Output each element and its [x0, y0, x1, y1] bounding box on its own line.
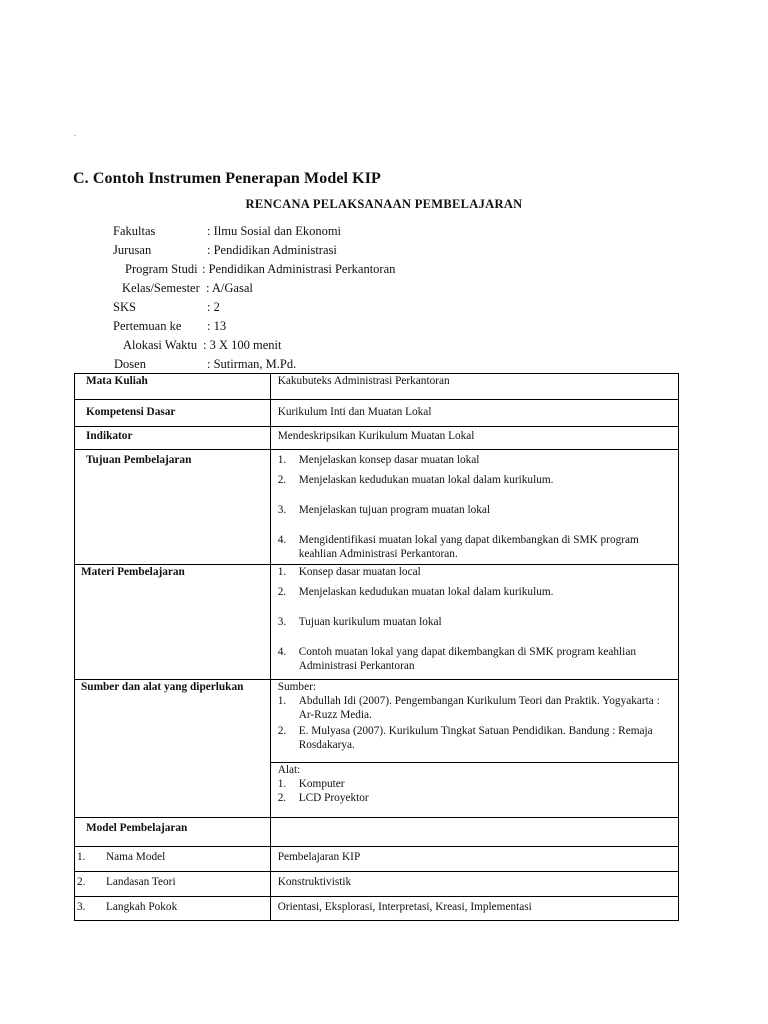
mata-kuliah-label: Mata Kuliah [86, 375, 148, 387]
table-row [75, 680, 679, 763]
row-label-cell [75, 374, 271, 400]
kompetensi-label: Kompetensi Dasar [86, 406, 176, 418]
info-value: : 3 X 100 menit [203, 338, 282, 352]
list-item [275, 724, 674, 752]
row-value-cell [270, 872, 678, 897]
item-text: Menjelaskan kedudukan muatan lokal dalam kurikulum. [298, 586, 554, 598]
row-value-cell [270, 897, 678, 921]
item-number: 3. [77, 901, 86, 913]
item-text: Mengidentifikasi muatan lokal yang dapat dikembangkan di SMK program keahlian Administrasi Perkantoran. [298, 534, 639, 560]
landasan-label-wrap [79, 875, 266, 889]
info-label: Jurusan [113, 243, 152, 257]
item-number: 2. [277, 725, 287, 737]
info-label: SKS [113, 300, 136, 314]
langkah-label: Langkah Pokok [106, 901, 178, 913]
langkah-label-wrap [79, 900, 266, 914]
item-text: Komputer [298, 778, 345, 790]
item-number: 2. [277, 474, 287, 486]
item-number: 4. [277, 646, 287, 658]
kompetensi-value: Kurikulum Inti dan Muatan Lokal [277, 406, 432, 418]
nama-model-value: Pembelajaran KIP [277, 851, 361, 863]
materi-label: Materi Pembelajaran [81, 566, 185, 578]
materi-list [275, 565, 674, 673]
tujuan-label: Tujuan Pembelajaran [86, 454, 192, 466]
item-number: 1. [277, 454, 287, 466]
list-item [275, 585, 674, 599]
info-value: : Pendidikan Administrasi Perkantoran [202, 262, 396, 276]
info-value: : Pendidikan Administrasi [207, 243, 337, 257]
list-item [275, 473, 674, 487]
item-number: 2. [277, 792, 287, 804]
indikator-label: Indikator [86, 430, 133, 442]
mata-kuliah-value: Kakubuteks Administrasi Perkantoran [277, 375, 450, 387]
nama-model-label-wrap [79, 850, 266, 864]
item-text: LCD Proyektor [298, 792, 369, 804]
row-label-cell [75, 450, 271, 565]
info-value: : Ilmu Sosial dan Ekonomi [207, 224, 342, 238]
row-label-cell [75, 847, 271, 872]
info-value: : 2 [207, 300, 220, 314]
tujuan-list [275, 453, 674, 561]
alat-cell [270, 763, 678, 818]
item-text: Menjelaskan kedudukan muatan lokal dalam kurikulum. [298, 474, 554, 486]
list-item [275, 645, 674, 673]
info-label: Dosen [114, 357, 146, 371]
item-number: 1. [277, 695, 287, 707]
row-value-cell [270, 450, 678, 565]
row-label-cell [75, 818, 271, 847]
info-label: Pertemuan ke [113, 319, 182, 333]
item-text: Contoh muatan lokal yang dapat dikembangkan di SMK program keahlian Administrasi Perkantoran [298, 646, 636, 672]
table-row [75, 897, 679, 921]
list-item [275, 453, 674, 467]
list-item [275, 791, 674, 805]
item-number: 3. [277, 616, 287, 628]
item-number: 1. [277, 778, 287, 790]
row-label-cell [75, 872, 271, 897]
info-value: : A/Gasal [206, 281, 253, 295]
sumber-list [275, 694, 674, 752]
item-text: Abdullah Idi (2007). Pengembangan Kurikulum Teori dan Praktik. Yogyakarta : Ar-Ruzz Media. [298, 695, 660, 721]
table-row [75, 374, 679, 400]
item-text: Konsep dasar muatan local [298, 566, 421, 578]
list-item [275, 503, 674, 517]
table-row [75, 818, 679, 847]
table-row [75, 427, 679, 450]
item-number: 2. [77, 876, 86, 888]
info-label: Alokasi Waktu [123, 338, 198, 352]
row-value-cell [270, 374, 678, 400]
landasan-value: Konstruktivistik [277, 876, 352, 888]
item-number: 1. [77, 851, 86, 863]
row-label-cell [75, 400, 271, 427]
list-item [275, 777, 674, 791]
alat-label: Alat: [277, 764, 301, 776]
table-row [75, 847, 679, 872]
table-row [75, 400, 679, 427]
stray-dot: . [74, 128, 77, 138]
row-value-cell [270, 847, 678, 872]
list-item [275, 533, 674, 561]
sumber-label: Sumber: [277, 681, 317, 693]
item-number: 4. [277, 534, 287, 546]
langkah-value: Orientasi, Eksplorasi, Interpretasi, Kreasi, Implementasi [277, 901, 532, 913]
info-label: Program Studi [125, 262, 198, 276]
row-label-cell [75, 427, 271, 450]
sumber-alat-label: Sumber dan alat yang diperlukan [81, 681, 244, 693]
model-label: Model Pembelajaran [86, 822, 188, 834]
indikator-value: Mendeskripsikan Kurikulum Muatan Lokal [277, 430, 475, 442]
landasan-label: Landasan Teori [106, 876, 176, 888]
row-value-cell [270, 427, 678, 450]
nama-model-label: Nama Model [106, 851, 166, 863]
info-label: Fakultas [113, 224, 156, 238]
list-item [275, 615, 674, 629]
item-text: E. Mulyasa (2007). Kurikulum Tingkat Satuan Pendidikan. Bandung : Remaja Rosdakarya. [298, 725, 653, 751]
table-row [75, 872, 679, 897]
table-row [75, 450, 679, 565]
item-number: 1. [277, 566, 287, 578]
row-label-cell [75, 680, 271, 818]
info-value: : Sutirman, M.Pd. [207, 357, 297, 371]
table-row [75, 565, 679, 680]
item-text: Menjelaskan tujuan program muatan lokal [298, 504, 491, 516]
info-label: Kelas/Semester [122, 281, 200, 295]
item-text: Menjelaskan konsep dasar muatan lokal [298, 454, 480, 466]
list-item [275, 694, 674, 722]
row-value-cell [270, 565, 678, 680]
list-item [275, 565, 674, 579]
rpp-table [74, 373, 679, 921]
document-title: RENCANA PELAKSANAAN PEMBELAJARAN [245, 197, 523, 211]
info-value: : 13 [207, 319, 227, 333]
row-value-cell [270, 400, 678, 427]
row-value-cell [270, 818, 678, 847]
item-number: 2. [277, 586, 287, 598]
item-number: 3. [277, 504, 287, 516]
sumber-cell [270, 680, 678, 763]
item-text: Tujuan kurikulum muatan lokal [298, 616, 442, 628]
section-heading: C. Contoh Instrumen Penerapan Model KIP [73, 170, 381, 187]
row-label-cell [75, 897, 271, 921]
alat-list [275, 777, 674, 805]
row-label-cell [75, 565, 271, 680]
